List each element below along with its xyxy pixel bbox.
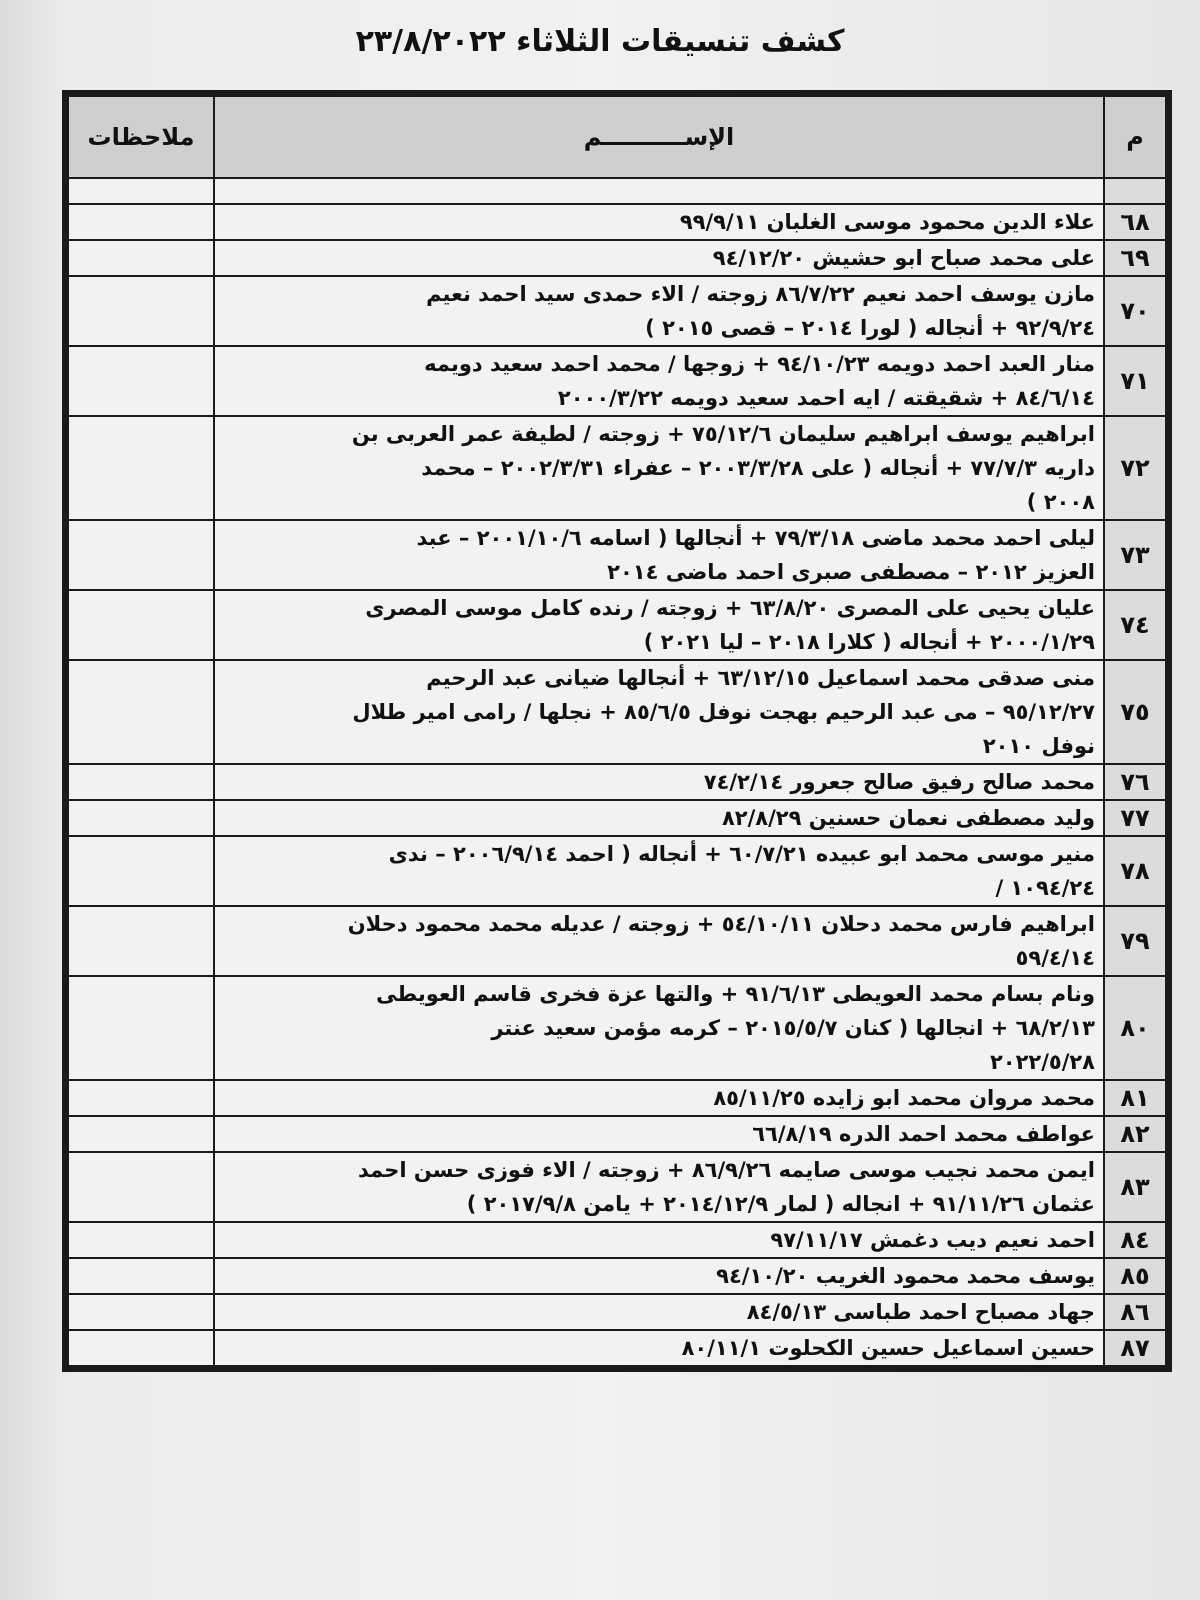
- table-row: [68, 1258, 1166, 1294]
- table-row: [68, 1116, 1166, 1152]
- table-row: [68, 1330, 1166, 1366]
- row-name-details: عليان يحيى على المصرى ٦٣/٨/٢٠ + زوجته / رنده كامل موسى المصرى ٢٠٠٠/١/٢٩ + أنجاله ( كلارا ٢٠١٨ – ليا ٢٠٢١ ): [214, 590, 1104, 660]
- row-number: ٧٤: [1104, 590, 1166, 660]
- row-name-details: على محمد صباح ابو حشيش ٩٤/١٢/٢٠: [214, 240, 1104, 276]
- spacer-cell: [68, 178, 214, 204]
- row-number: ٧٢: [1104, 416, 1166, 520]
- row-name-details: ابراهيم يوسف ابراهيم سليمان ٧٥/١٢/٦ + زوجته / لطيفة عمر العربى بن داريه ٧٧/٧/٣ + أنجاله ( على ٢٠٠٣/٣/٢٨ – عفراء ٢٠٠٢/٣/٣١ – محمد ٢٠٠٨ ): [214, 416, 1104, 520]
- row-notes: [68, 764, 214, 800]
- table-row: [68, 346, 1166, 416]
- table-row: [68, 1222, 1166, 1258]
- row-notes: [68, 1152, 214, 1222]
- row-name-details: منار العبد احمد دويمه ٩٤/١٠/٢٣ + زوجها / محمد احمد سعيد دويمه ٨٤/٦/١٤ + شقيقته / ايه احمد سعيد دويمه ٢٠٠٠/٣/٢٢: [214, 346, 1104, 416]
- row-notes: [68, 1330, 214, 1366]
- row-name-details: منير موسى محمد ابو عبيده ٦٠/٧/٢١ + أنجاله ( احمد ٢٠٠٦/٩/١٤ – ندى ١٠٩٤/٢٤ /: [214, 836, 1104, 906]
- row-number: ٨٤: [1104, 1222, 1166, 1258]
- row-notes: [68, 1116, 214, 1152]
- row-notes: [68, 906, 214, 976]
- table-header-row: [68, 96, 1166, 178]
- row-number: ٧٥: [1104, 660, 1166, 764]
- row-notes: [68, 1222, 214, 1258]
- row-notes: [68, 590, 214, 660]
- table-row: [68, 836, 1166, 906]
- row-name-details: منى صدقى محمد اسماعيل ٦٣/١٢/١٥ + أنجالها ضيانى عبد الرحيم ٩٥/١٢/٢٧ – مى عبد الرحيم بهجت نوفل ٨٥/٦/٥ + نجلها / رامى امير طلال نوفل ٢٠١٠: [214, 660, 1104, 764]
- row-name-details: جهاد مصباح احمد طباسى ٨٤/٥/١٣: [214, 1294, 1104, 1330]
- row-number: ٨٣: [1104, 1152, 1166, 1222]
- header-notes: ملاحظات: [68, 96, 214, 178]
- table-row: [68, 416, 1166, 520]
- table-row: [68, 976, 1166, 1080]
- row-number: ٨٧: [1104, 1330, 1166, 1366]
- coordination-table: [62, 90, 1172, 1372]
- table-row: [68, 800, 1166, 836]
- row-number: ٧٨: [1104, 836, 1166, 906]
- page-title: كشف تنسيقات الثلاثاء ٢٣/٨/٢٠٢٢: [355, 24, 845, 59]
- row-number: ٧١: [1104, 346, 1166, 416]
- row-number: ٧٦: [1104, 764, 1166, 800]
- row-notes: [68, 1258, 214, 1294]
- row-number: ٧٩: [1104, 906, 1166, 976]
- table-row: [68, 1294, 1166, 1330]
- row-name-details: محمد مروان محمد ابو زايده ٨٥/١١/٢٥: [214, 1080, 1104, 1116]
- row-name-details: احمد نعيم ديب دغمش ٩٧/١١/١٧: [214, 1222, 1104, 1258]
- header-number: م: [1104, 96, 1166, 178]
- table-row: [68, 906, 1166, 976]
- row-notes: [68, 240, 214, 276]
- row-notes: [68, 1080, 214, 1116]
- row-notes: [68, 660, 214, 764]
- row-notes: [68, 346, 214, 416]
- row-notes: [68, 204, 214, 240]
- table-row: [68, 276, 1166, 346]
- row-name-details: علاء الدين محمود موسى الغلبان ٩٩/٩/١١: [214, 204, 1104, 240]
- header-name: الإســــــــــم: [214, 96, 1104, 178]
- row-number: ٨٢: [1104, 1116, 1166, 1152]
- row-name-details: محمد صالح رفيق صالح جعرور ٧٤/٢/١٤: [214, 764, 1104, 800]
- table-row: [68, 204, 1166, 240]
- table-row: [68, 764, 1166, 800]
- table-row: [68, 660, 1166, 764]
- table-row: [68, 590, 1166, 660]
- table-row: [68, 240, 1166, 276]
- row-number: ٧٧: [1104, 800, 1166, 836]
- table-spacer-row: [68, 178, 1166, 204]
- row-notes: [68, 416, 214, 520]
- table-row: [68, 520, 1166, 590]
- table-body: [68, 178, 1166, 1366]
- row-number: ٧٠: [1104, 276, 1166, 346]
- row-number: ٧٣: [1104, 520, 1166, 590]
- row-notes: [68, 276, 214, 346]
- table-row: [68, 1080, 1166, 1116]
- row-number: ٨٦: [1104, 1294, 1166, 1330]
- row-name-details: يوسف محمد محمود الغريب ٩٤/١٠/٢٠: [214, 1258, 1104, 1294]
- row-notes: [68, 520, 214, 590]
- row-number: ٦٨: [1104, 204, 1166, 240]
- row-name-details: ابراهيم فارس محمد دحلان ٥٤/١٠/١١ + زوجته / عديله محمد محمود دحلان ٥٩/٤/١٤: [214, 906, 1104, 976]
- row-notes: [68, 976, 214, 1080]
- row-name-details: عواطف محمد احمد الدره ٦٦/٨/١٩: [214, 1116, 1104, 1152]
- row-number: ٨١: [1104, 1080, 1166, 1116]
- row-notes: [68, 800, 214, 836]
- row-name-details: وليد مصطفى نعمان حسنين ٨٢/٨/٢٩: [214, 800, 1104, 836]
- spacer-cell: [1104, 178, 1166, 204]
- row-number: ٨٠: [1104, 976, 1166, 1080]
- row-notes: [68, 1294, 214, 1330]
- spacer-cell: [214, 178, 1104, 204]
- row-name-details: ايمن محمد نجيب موسى صايمه ٨٦/٩/٢٦ + زوجته / الاء فوزى حسن احمد عثمان ٩١/١١/٢٦ + انجاله ( لمار ٢٠١٤/١٢/٩ + يامن ٢٠١٧/٩/٨ ): [214, 1152, 1104, 1222]
- names-table: [67, 95, 1167, 1367]
- row-number: ٦٩: [1104, 240, 1166, 276]
- row-notes: [68, 836, 214, 906]
- row-name-details: مازن يوسف احمد نعيم ٨٦/٧/٢٢ زوجته / الاء حمدى سيد احمد نعيم ٩٢/٩/٢٤ + أنجاله ( لورا ٢٠١٤ – قصى ٢٠١٥ ): [214, 276, 1104, 346]
- row-name-details: حسين اسماعيل حسين الكحلوت ٨٠/١١/١: [214, 1330, 1104, 1366]
- table-row: [68, 1152, 1166, 1222]
- row-number: ٨٥: [1104, 1258, 1166, 1294]
- row-name-details: ليلى احمد محمد ماضى ٧٩/٣/١٨ + أنجالها ( اسامه ٢٠٠١/١٠/٦ – عبد العزيز ٢٠١٢ – مصطفى صبرى احمد ماضى ٢٠١٤: [214, 520, 1104, 590]
- row-name-details: ونام بسام محمد العويطى ٩١/٦/١٣ + والتها عزة فخرى قاسم العويطى ٦٨/٢/١٣ + انجالها ( كنان ٢٠١٥/٥/٧ – كرمه مؤمن سعيد عنتر ٢٠٢٢/٥/٢٨: [214, 976, 1104, 1080]
